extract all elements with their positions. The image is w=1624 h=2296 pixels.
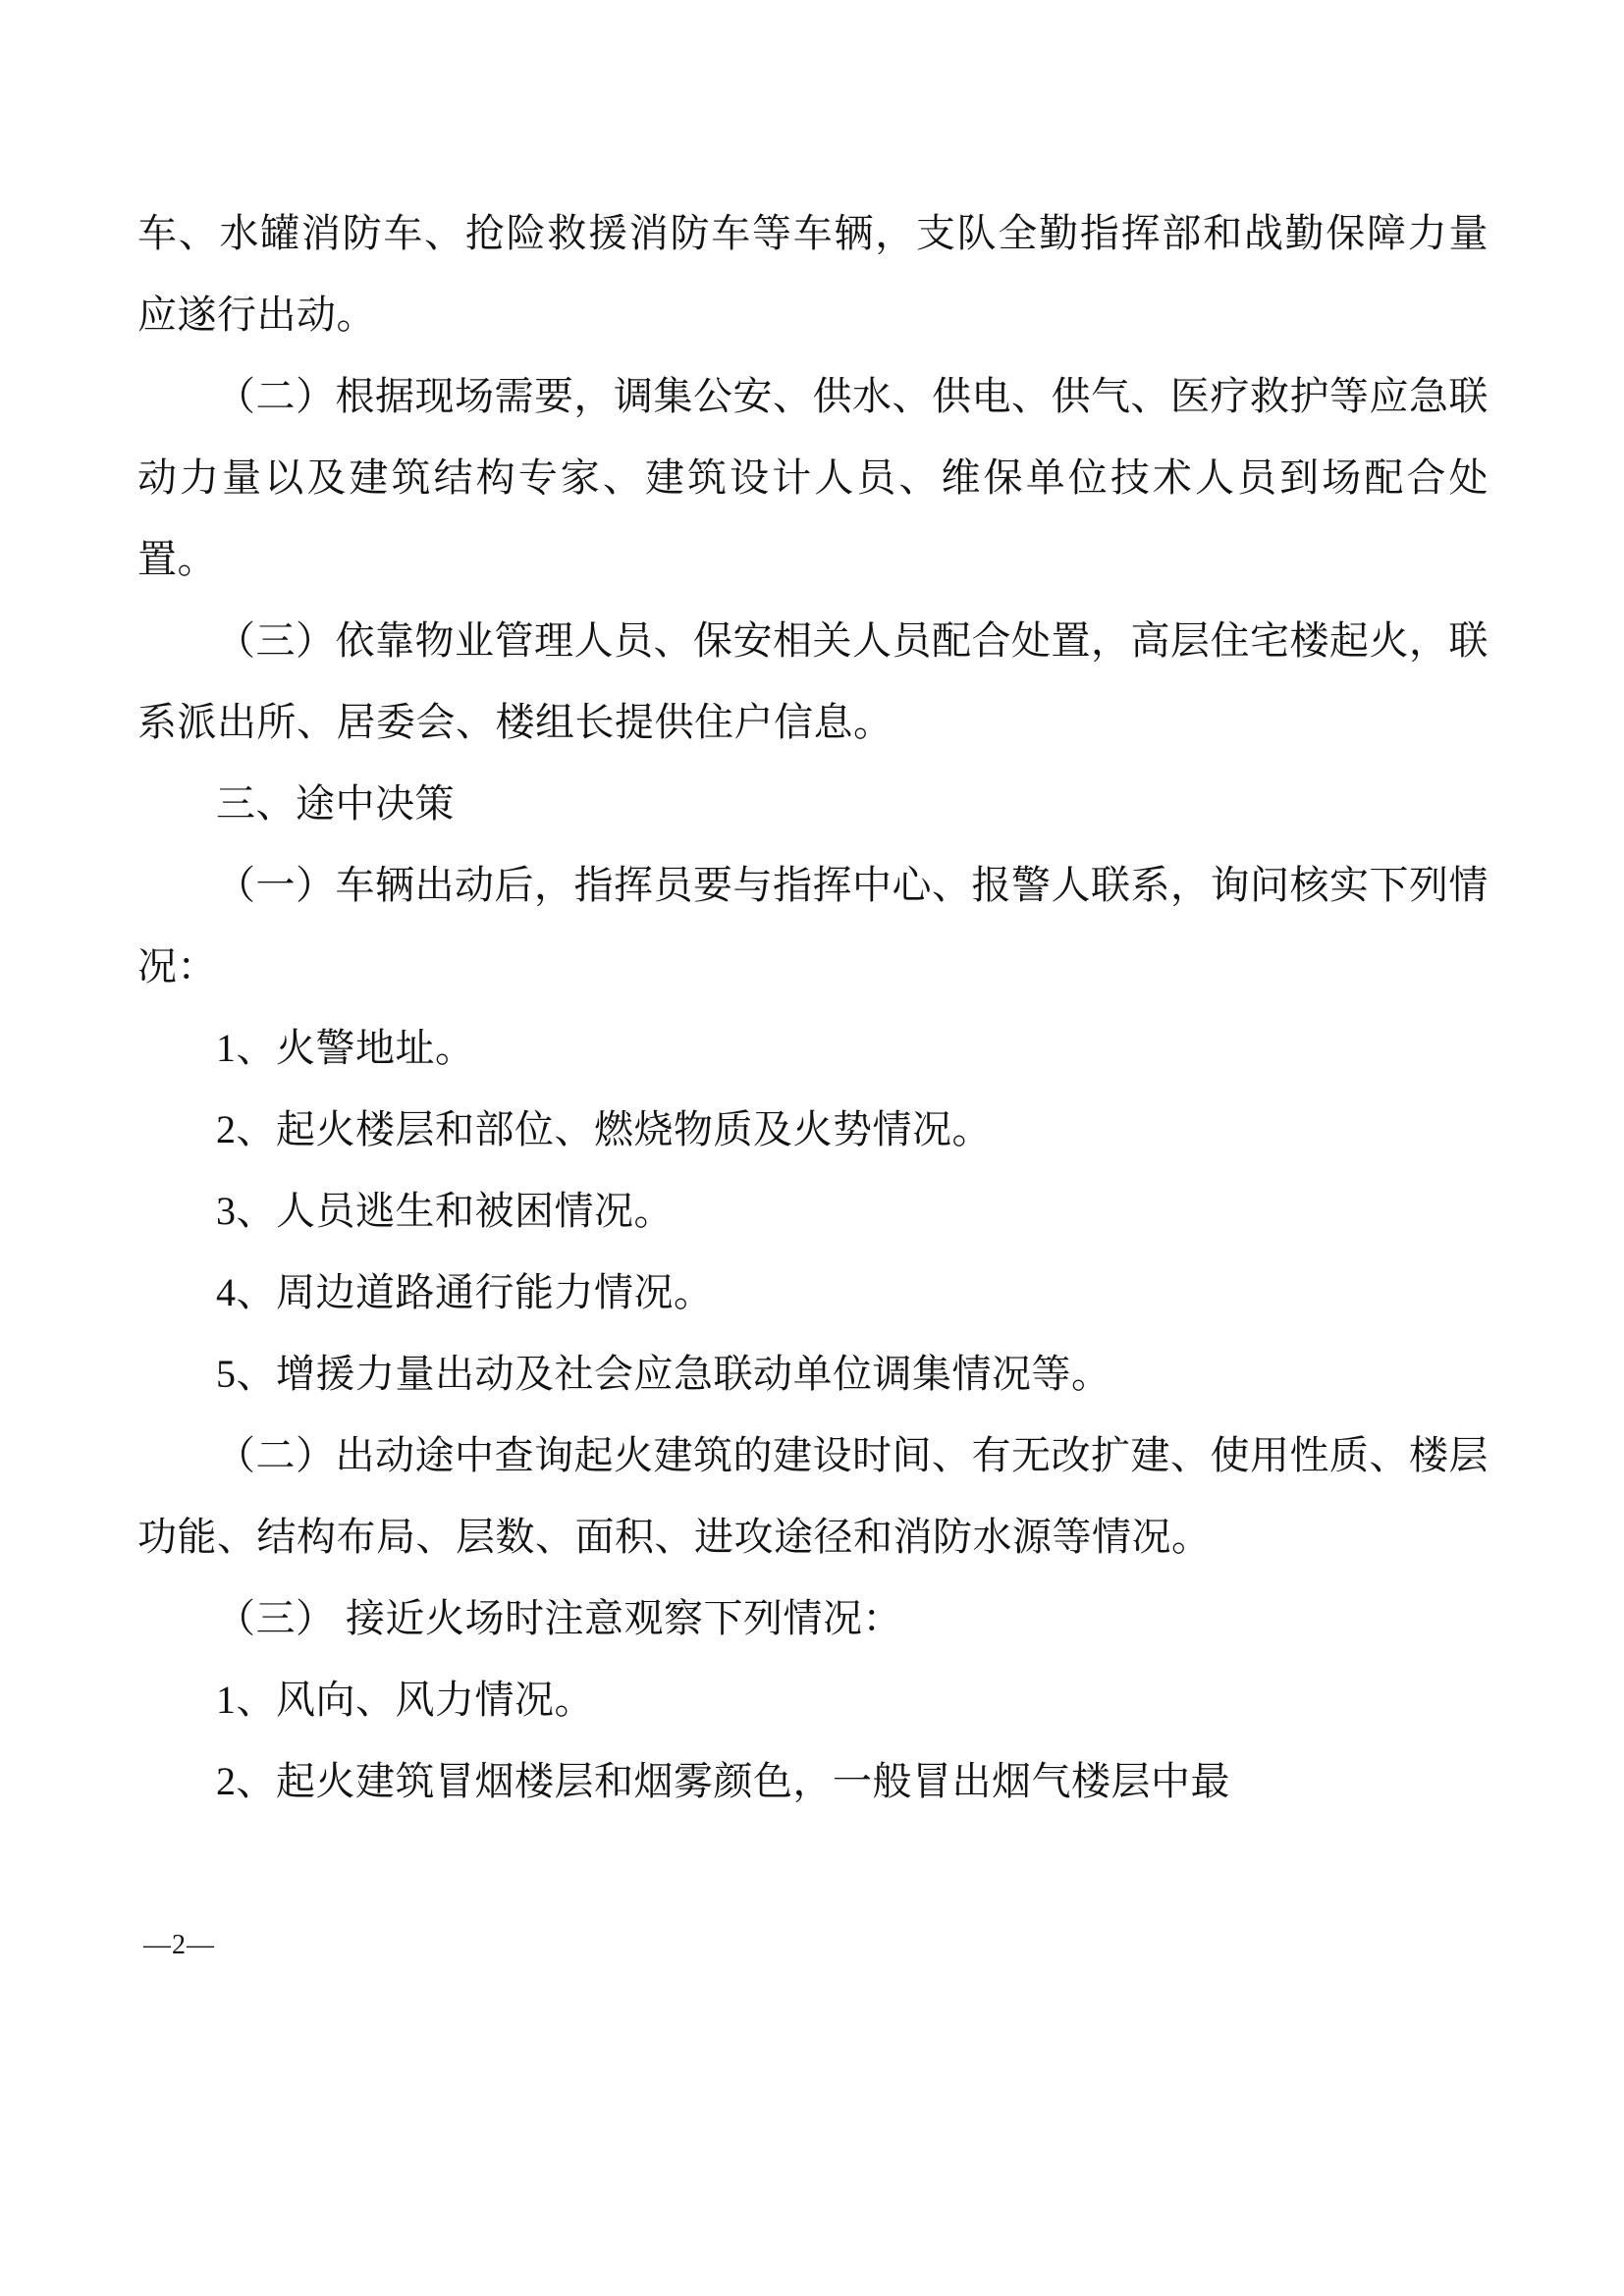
list-item-2b: 2、起火建筑冒烟楼层和烟雾颜色，一般冒出烟气楼层中最 (216, 1759, 1230, 1803)
page-number: —2— (143, 1930, 215, 1960)
paragraph-item-3b: （三） 接近火场时注意观察下列情况： (216, 1596, 902, 1640)
list-item-4: 4、周边道路通行能力情况。 (216, 1270, 714, 1314)
list-item-2: 2、起火楼层和部位、燃烧物质及火势情况。 (216, 1107, 992, 1151)
list-item-1b: 1、风向、风力情况。 (216, 1678, 594, 1722)
list-item-5: 5、增援力量出动及社会应急联动单位调集情况等。 (216, 1352, 1111, 1396)
paragraph-item-1: （一）车辆出动后，指挥员要与指挥中心、报警人联系，询问核实下列情况： (137, 863, 1489, 988)
document-body (137, 192, 1489, 1822)
list-item-3: 3、人员逃生和被困情况。 (216, 1189, 674, 1233)
section-heading-3: 三、途中决策 (216, 781, 455, 826)
list-item-1: 1、火警地址。 (216, 1026, 475, 1070)
paragraph-item-3: （三）依靠物业管理人员、保安相关人员配合处置，高层住宅楼起火，联系派出所、居委会、楼组长提供住户信息。 (137, 618, 1489, 744)
paragraph-item-2b: （二）出动途中查询起火建筑的建设时间、有无改扩建、使用性质、楼层功能、结构布局、层数、面积、进攻途径和消防水源等情况。 (137, 1433, 1489, 1559)
paragraph-continuation: 车、水罐消防车、抢险救援消防车等车辆，支队全勤指挥部和战勤保障力量应遂行出动。 (137, 211, 1489, 337)
paragraph-item-2: （二）根据现场需要，调集公安、供水、供电、供气、医疗救护等应急联动力量以及建筑结构专家、建筑设计人员、维保单位技术人员到场配合处置。 (137, 374, 1489, 581)
